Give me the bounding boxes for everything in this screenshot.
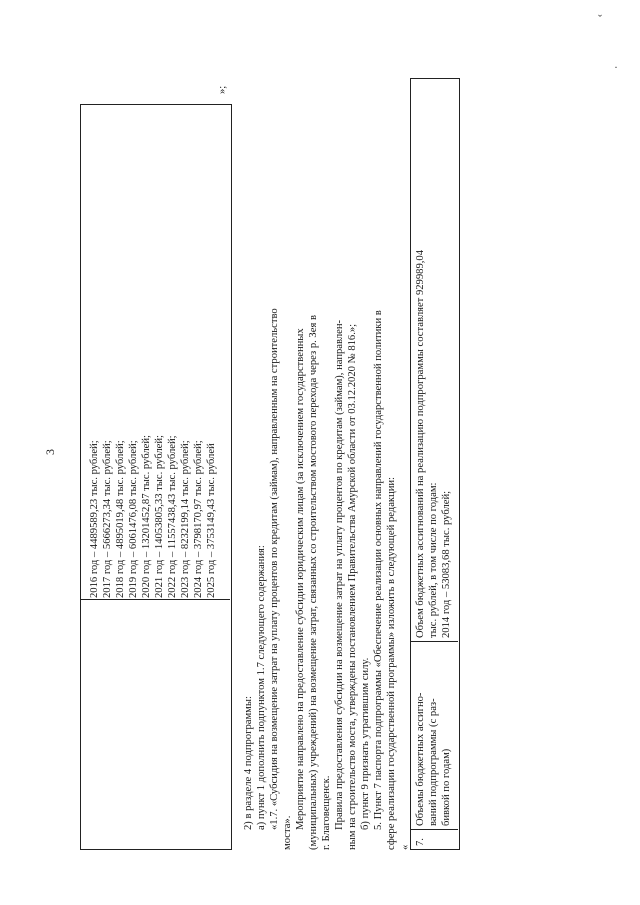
closing-quote: »; bbox=[217, 85, 228, 94]
scan-dot: · bbox=[614, 60, 618, 74]
year-row: 2025 год – 3753149,43 тыс. рублей bbox=[206, 443, 217, 598]
row-value-line: Объем бюджетных ассигнований на реализацию подпрограммы составляет 929989,04 bbox=[415, 250, 426, 638]
row-label-line: Объемы бюджетных ассигно- bbox=[415, 692, 426, 826]
paragraph-line: моста». bbox=[282, 815, 293, 850]
year-row: 2023 год – 8232199,14 тыс. рублей; bbox=[180, 440, 191, 598]
years-list bbox=[88, 435, 218, 598]
row-label-line: бивкой по годам) bbox=[441, 748, 452, 826]
paragraph-line: б) пункт 9 признать утратившим силу. bbox=[360, 657, 371, 830]
year-row: 2017 год – 5666273,34 тыс. рублей; bbox=[102, 440, 113, 598]
row-label-line: ваний подпрограммы (с раз- bbox=[428, 698, 439, 826]
year-row: 2024 год – 3798170,97 тыс. рублей; bbox=[193, 440, 204, 598]
year-row: 2016 год – 4489589,23 тыс. рублей; bbox=[89, 440, 100, 598]
paragraph-line: (муниципальных) учреждений) на возмещение затрат, связанных со строительством мостового перехода через р. Зея в bbox=[308, 315, 319, 850]
year-row: 2018 год – 4895019,48 тыс. рублей; bbox=[115, 440, 126, 598]
paragraph-line: « bbox=[400, 844, 411, 850]
bottom-table-label-divider bbox=[410, 641, 458, 642]
row-value-line: тыс. рублей, в том числе по годам: bbox=[428, 482, 439, 638]
paragraph-line: а) пункт 1 дополнить подпунктом 1.7 следующего содержания: bbox=[256, 545, 267, 830]
paragraph-line: 2) в разделе 4 подпрограммы: bbox=[243, 696, 254, 830]
row-number: 7. bbox=[415, 838, 426, 846]
paragraph-line: ным на строительство моста, утверждены постановлением Правительства Амурской области от 03.12.2020 № 816.»; bbox=[347, 323, 358, 850]
top-table-divider bbox=[80, 599, 230, 600]
rotated-document bbox=[43, 50, 510, 850]
year-row: 2021 год – 14053805,33 тыс. рублей; bbox=[154, 435, 165, 598]
page-number: 3 bbox=[43, 449, 57, 455]
scan-mark: ˇ bbox=[598, 12, 602, 26]
year-row: 2020 год – 13201452,87 тыс. рублей; bbox=[141, 435, 152, 598]
paragraph-line: г. Благовещенск. bbox=[321, 775, 332, 850]
paragraph-line: «1.7. «Субсидия на возмещение затрат на уплату процентов по кредитам (займам), направленным на строительство bbox=[269, 308, 280, 830]
paragraph-line: сфере реализации государственной программы» изложить в следующей редакции: bbox=[386, 477, 397, 850]
year-row: 2022 год – 11557438,43 тыс. рублей; bbox=[167, 435, 178, 598]
paragraph-line: Мероприятие направлено на предоставление субсидии юридическим лицам (за исключением государственных bbox=[295, 328, 306, 830]
bottom-table-num-divider bbox=[410, 829, 458, 830]
row-value-line: 2014 год – 53083,68 тыс. рублей; bbox=[441, 490, 452, 638]
year-row: 2019 год – 6061476,08 тыс. рублей; bbox=[128, 440, 139, 598]
paragraph-line: 5. Пункт 7 паспорта подпрограммы «Обеспечение реализации основных направлений государственной политики в bbox=[373, 310, 384, 830]
paragraph-line: Правила предоставления субсидии на возмещение затрат на уплату процентов по кредитам (займам), направлен- bbox=[334, 319, 345, 830]
